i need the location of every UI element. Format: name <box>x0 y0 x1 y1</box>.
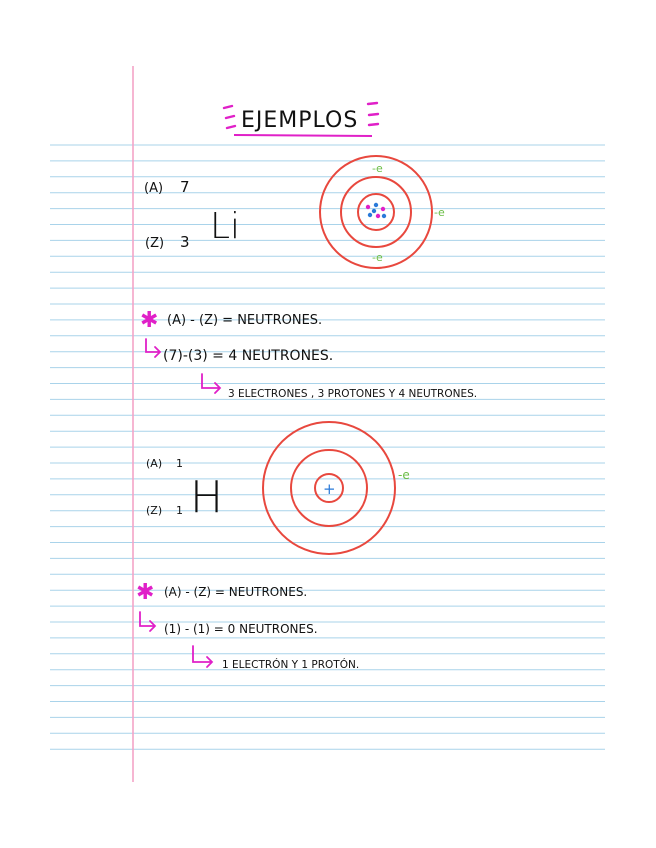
element-symbol: Li <box>210 206 241 247</box>
electron-label-right: -e <box>398 468 410 482</box>
mass-number-value: 7 <box>180 178 190 196</box>
atomic-number-value: 3 <box>180 233 190 251</box>
title-decoration-left <box>224 106 235 128</box>
title-group <box>224 103 378 136</box>
result-line: 3 ELECTRONES , 3 PROTONES Y 4 NEUTRONES. <box>228 388 478 400</box>
proton-symbol: + <box>323 480 336 498</box>
mass-number-label: (A) <box>144 181 164 196</box>
calculation-line: (7)-(3) = 4 NEUTRONES. <box>163 348 334 364</box>
formula-line: (A) - (Z) = NEUTRONES. <box>164 585 308 599</box>
turn-right-arrow-icon <box>193 646 212 667</box>
electron-label-bottom: -e <box>372 251 383 264</box>
atomic-number-value: 1 <box>176 504 183 517</box>
atomic-number-label: (Z) <box>145 236 165 251</box>
calculation-line: (1) - (1) = 0 NEUTRONES. <box>164 622 318 636</box>
example-hydrogen <box>136 422 410 671</box>
asterisk-icon: ✱ <box>136 580 155 605</box>
electron-label-top: -e <box>372 162 383 175</box>
formula-line: (A) - (Z) = NEUTRONES. <box>167 313 323 328</box>
turn-right-arrow-icon <box>146 339 160 357</box>
mass-number-label: (A) <box>146 457 163 470</box>
title-underline <box>234 135 372 136</box>
element-symbol: H <box>190 472 224 523</box>
result-line: 1 ELECTRÓN Y 1 PROTÓN. <box>222 659 360 671</box>
electron-label-right: -e <box>434 206 445 219</box>
page-title: EJEMPLOS <box>241 108 359 133</box>
title-decoration-right <box>368 103 378 125</box>
asterisk-icon: ✱ <box>140 308 159 333</box>
mass-number-value: 1 <box>176 457 183 470</box>
atomic-number-label: (Z) <box>146 504 163 517</box>
lithium-nucleus <box>366 203 386 218</box>
